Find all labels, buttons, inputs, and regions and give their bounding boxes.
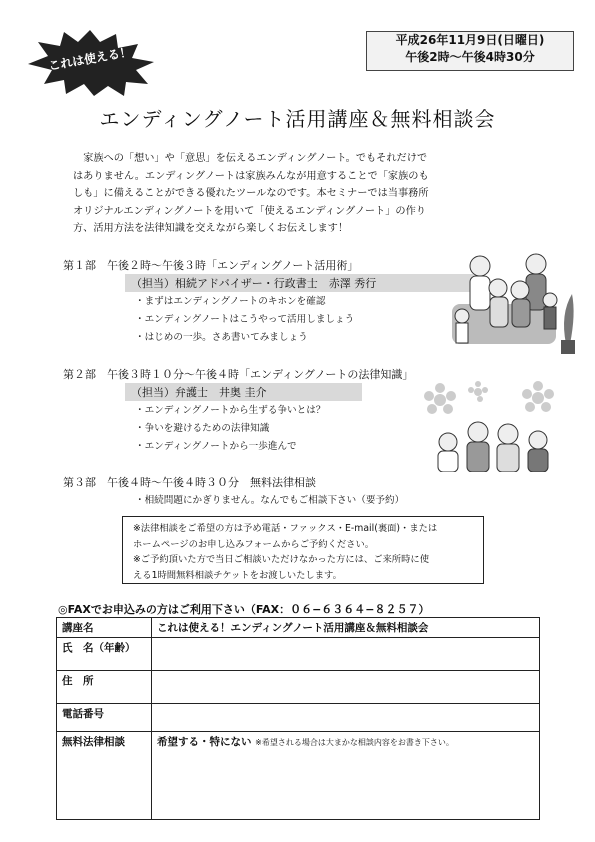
part3-heading: 第３部 午後４時〜午後４時３０分 無料法律相談 — [63, 476, 316, 489]
intro-line: しも」に備えることができる優れたツールなのです。本セミナーでは当事務所 — [73, 188, 429, 199]
intro-line: 家族への「想い」や「意思」を伝えるエンディングノート。でもそれだけで — [83, 153, 428, 164]
part2-heading: 第２部 午後３時１０分〜午後４時「エンディングノートの法律知識」 — [63, 368, 414, 381]
list-item: ・はじめの一歩。さあ書いてみましょう — [135, 332, 308, 343]
form-value-course: これは使える！エンディングノート活用講座＆無料相談会 — [152, 618, 540, 638]
address-field[interactable] — [152, 671, 540, 704]
event-time: 午後2時〜午後4時30分 — [405, 50, 535, 64]
list-item: ・まずはエンディングノートのキホンを確認 — [135, 296, 326, 307]
part2-list — [135, 402, 325, 456]
date-box — [366, 31, 574, 71]
fax-instruction: ◎FAXでお申込みの方はご利用下さい（FAX：０６−６３６４−８２５７） — [58, 603, 430, 616]
consultation-field[interactable] — [152, 732, 540, 820]
consultation-note: ※希望される場合は大まかな相談内容をお書き下さい。 — [255, 738, 454, 747]
form-label-phone: 電話番号 — [57, 704, 152, 732]
seniors-illustration — [420, 380, 570, 472]
phone-field[interactable] — [152, 704, 540, 732]
consultation-notice — [122, 516, 484, 584]
list-item: ・争いを避けるための法律知識 — [135, 423, 270, 434]
event-date: 平成26年11月9日(日曜日) — [395, 33, 545, 47]
list-item: ・エンディングノートから一歩進んで — [135, 441, 297, 452]
application-form — [56, 617, 540, 820]
intro-line: 方、活用方法を法律知識を交えながら楽しくお伝えします！ — [73, 223, 349, 234]
form-label-name: 氏 名（年齢） — [57, 638, 152, 671]
list-item: ・エンディングノートはこうやって活用しましょう — [135, 314, 355, 325]
form-label-consultation: 無料法律相談 — [57, 732, 152, 820]
list-item: ・エンディングノートから生ずる争いとは？ — [135, 405, 326, 416]
page-title: エンディングノート活用講座＆無料相談会 — [99, 107, 496, 131]
intro-line: はありません。エンディングノートは家族みんなが用意することで「家族のも — [73, 170, 429, 182]
intro-line: オリジナルエンディングノートを用いて「使えるエンディングノート」の作り — [73, 205, 426, 217]
consultation-choice[interactable]: 希望する・特にない — [157, 736, 252, 748]
part2-speaker: （担当）弁護士 井奥 圭介 — [125, 383, 362, 401]
list-item: ・相続問題にかぎりません。なんでもご相談下さい（要予約） — [135, 495, 405, 506]
part3-list — [135, 492, 404, 510]
badge-text: これは使える！ — [47, 44, 133, 74]
form-label-course: 講座名 — [57, 618, 152, 638]
part1-list — [135, 293, 354, 347]
name-age-field[interactable] — [152, 638, 540, 671]
part1-heading: 第１部 午後２時〜午後３時「エンディングノート活用術」 — [63, 259, 359, 272]
notice-line: ホームページのお申し込みフォームからご予約ください。 — [133, 538, 375, 550]
notice-line: える1時間無料相談チケットをお渡しいたします。 — [133, 569, 342, 581]
notice-line: ※ご予約頂いた方で当日ご相談いただけなかった方には、ご来所時に使 — [133, 554, 429, 565]
family-illustration — [440, 246, 580, 358]
intro-paragraph — [73, 150, 565, 238]
part1-speaker: （担当）相続アドバイザー・行政書士 赤澤 秀行 — [125, 274, 477, 292]
form-label-address: 住 所 — [57, 671, 152, 704]
notice-line: ※法律相談をご希望の方は予め電話・ファックス・E-mail(裏面)・または — [133, 523, 438, 534]
